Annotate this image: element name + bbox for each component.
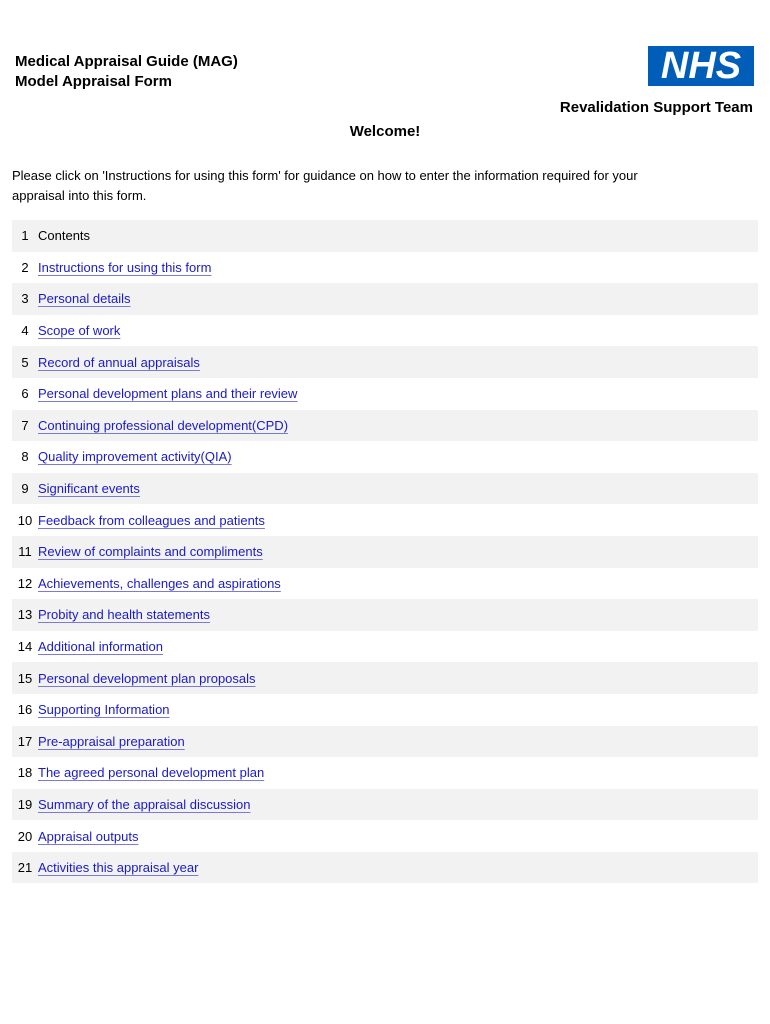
toc-row <box>12 820 758 852</box>
toc-row <box>12 473 758 505</box>
toc-number: 9 <box>21 481 29 497</box>
toc-link-pdp-review[interactable]: Personal development plans and their review <box>38 386 298 402</box>
toc-link-annual-appraisals[interactable]: Record of annual appraisals <box>38 354 200 370</box>
toc-number: 5 <box>21 354 29 370</box>
toc-row <box>12 789 758 821</box>
team-name: Revalidation Support Team <box>559 99 753 116</box>
toc-row <box>12 568 758 600</box>
toc-row <box>12 220 758 252</box>
toc-number: 4 <box>21 323 29 339</box>
toc-row <box>12 662 758 694</box>
toc-row <box>12 441 758 473</box>
toc-row <box>12 315 758 347</box>
toc-row <box>12 694 758 726</box>
toc-number: 11 <box>18 544 32 560</box>
intro-text <box>12 166 732 206</box>
toc-number: 10 <box>17 512 33 528</box>
document-title <box>15 52 238 92</box>
toc-number: 17 <box>17 733 33 749</box>
toc-link-activities[interactable]: Activities this appraisal year <box>38 860 199 876</box>
toc-number: 20 <box>17 828 33 844</box>
title-line-1: Medical Appraisal Guide (MAG) <box>15 53 238 70</box>
toc-row <box>12 726 758 758</box>
toc-link-outputs[interactable]: Appraisal outputs <box>38 828 139 844</box>
toc-link-agreed-pdp[interactable]: The agreed personal development plan <box>38 765 265 781</box>
toc-row <box>12 599 758 631</box>
toc-link-probity[interactable]: Probity and health statements <box>38 607 210 623</box>
toc-row <box>12 536 758 568</box>
toc-link-cpd[interactable]: Continuing professional development(CPD) <box>38 417 289 433</box>
toc-number: 21 <box>17 860 33 876</box>
toc-label: Contents <box>38 228 91 244</box>
toc-link-summary[interactable]: Summary of the appraisal discussion <box>38 796 251 812</box>
toc-link-instructions[interactable]: Instructions for using this form <box>38 259 212 275</box>
toc-row <box>12 252 758 284</box>
toc-link-supporting-info[interactable]: Supporting Information <box>38 702 170 718</box>
toc-row <box>12 504 758 536</box>
intro-line-1: Please click on 'Instructions for using this form' for guidance on how to enter the information required for your <box>12 168 638 183</box>
toc-row <box>12 852 758 884</box>
toc-row <box>12 283 758 315</box>
toc-number: 1 <box>21 228 29 244</box>
toc-number: 13 <box>17 607 33 623</box>
toc-link-achievements[interactable]: Achievements, challenges and aspirations <box>38 575 281 591</box>
toc-number: 12 <box>17 575 33 591</box>
nhs-logo: NHS <box>648 46 754 86</box>
toc-number: 8 <box>21 449 29 465</box>
toc-number: 2 <box>21 259 29 275</box>
toc-link-significant-events[interactable]: Significant events <box>38 481 140 497</box>
toc-number: 15 <box>17 670 33 686</box>
toc-number: 18 <box>17 765 33 781</box>
toc-number: 16 <box>17 702 33 718</box>
toc-link-additional-info[interactable]: Additional information <box>38 639 164 655</box>
toc-row <box>12 410 758 442</box>
toc-row <box>12 631 758 663</box>
welcome-heading: Welcome! <box>349 123 421 140</box>
toc-link-pre-appraisal[interactable]: Pre-appraisal preparation <box>38 733 185 749</box>
toc-row <box>12 378 758 410</box>
toc-link-complaints[interactable]: Review of complaints and compliments <box>38 544 263 560</box>
title-line-2: Model Appraisal Form <box>15 73 172 90</box>
toc-number: 14 <box>17 639 33 655</box>
contents-list <box>12 220 758 883</box>
toc-link-scope-of-work[interactable]: Scope of work <box>38 323 121 339</box>
toc-link-pdp-proposals[interactable]: Personal development plan proposals <box>38 670 256 686</box>
toc-number: 3 <box>21 291 29 307</box>
toc-link-feedback[interactable]: Feedback from colleagues and patients <box>38 512 265 528</box>
toc-link-qia[interactable]: Quality improvement activity(QIA) <box>38 449 232 465</box>
toc-number: 19 <box>17 796 33 812</box>
toc-row <box>12 757 758 789</box>
intro-line-2: appraisal into this form. <box>12 188 147 203</box>
toc-number: 6 <box>21 386 29 402</box>
toc-row <box>12 346 758 378</box>
toc-number: 7 <box>21 417 29 433</box>
toc-link-personal-details[interactable]: Personal details <box>38 291 131 307</box>
